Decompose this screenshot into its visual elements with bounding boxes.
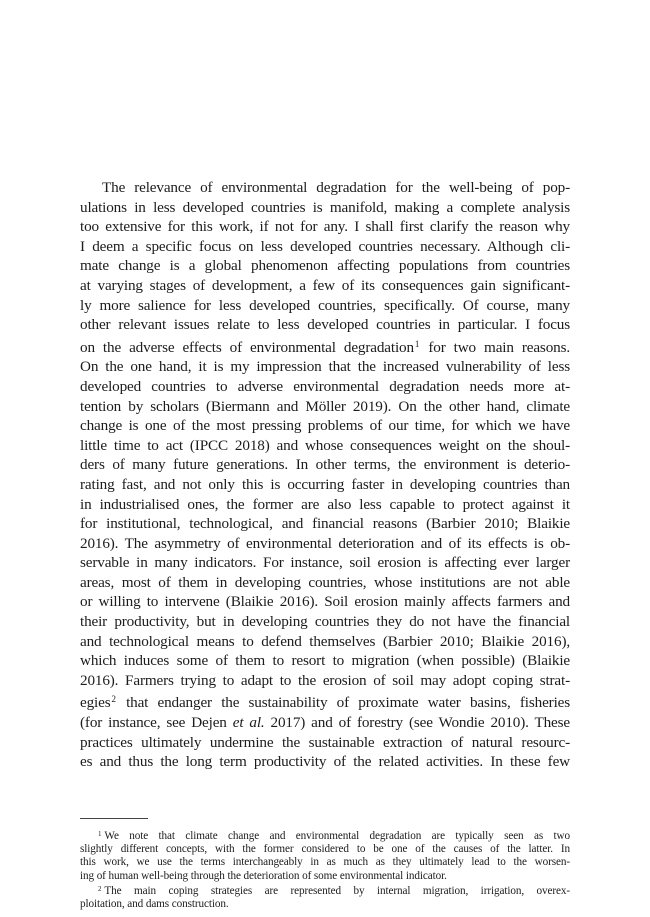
- text-segment: for two main reasons.: [428, 338, 570, 356]
- footnote-ref-1[interactable]: 1: [414, 338, 420, 349]
- text-line: ly more salience for less developed countries, specifically. Of course, many: [80, 296, 570, 314]
- text-line: little time to act (IPCC 2018) and whose consequences weight on the shoul-: [80, 436, 570, 454]
- text-line: too extensive for this work, if not for any. I shall first clarify the reason why: [80, 218, 570, 236]
- text-line: [80, 690, 570, 713]
- text-line: ulations in less developed countries is manifold, making a complete analysis: [80, 198, 570, 216]
- body-paragraph: [80, 178, 570, 772]
- text-segment: on the adverse effects of environmental degradation: [80, 338, 414, 356]
- text-line: for institutional, technological, and financial reasons (Barbier 2010; Blaikie: [80, 515, 570, 533]
- text-line: areas, most of them in developing countries, whose institutions are not able: [80, 573, 570, 591]
- italic-text: et al.: [232, 714, 265, 732]
- footnote-number-2: 2: [98, 884, 102, 893]
- footnote-2-line: ploitation, and dams construction.: [80, 898, 229, 911]
- footnote-1-line: slightly different concepts, with the former considered to be one of the causes of the latter. In: [80, 843, 570, 856]
- text-segment: that endanger the sustainability of proximate water basins, fisheries: [126, 694, 570, 712]
- text-line: mate change is a global phenomenon affecting populations from countries: [80, 257, 570, 275]
- text-line: or willing to intervene (Blaikie 2016). Soil erosion mainly affects farmers and: [80, 593, 570, 611]
- text-line: in industrialised ones, the former are also less capable to protect against it: [80, 495, 570, 513]
- text-line: The relevance of environmental degradation for the well-being of pop-: [102, 179, 570, 196]
- text-line: and technological means to defend themselves (Barbier 2010; Blaikie 2016),: [80, 632, 570, 650]
- footnote-1-line: ing of human well-being through the deterioration of some environmental indicator.: [80, 869, 447, 882]
- text-line: I deem a specific focus on less developed countries necessary. Although cli-: [80, 237, 570, 255]
- footnote-ref-2[interactable]: 2: [111, 694, 116, 705]
- text-line: ders of many future generations. In other terms, the environment is deterio-: [80, 456, 570, 474]
- text-line: developed countries to adverse environmental degradation needs more at-: [80, 377, 570, 395]
- text-segment: We note that climate change and environmental degradation are typically seen as two: [104, 830, 570, 842]
- footnote-1-line: [80, 828, 570, 843]
- footnote-2-line: [80, 883, 570, 898]
- text-line: at varying stages of development, a few of its consequences gain significant-: [80, 276, 570, 294]
- footnote-number-1: 1: [98, 830, 102, 838]
- text-line: servable in many indicators. For instance, soil erosion is affecting ever larger: [80, 554, 570, 572]
- text-line: 2016). The asymmetry of environmental deterioration and of its effects is ob-: [80, 534, 570, 552]
- text-line: which induces some of them to resort to migration (when possible) (Blaikie: [80, 652, 570, 670]
- text-segment: (for instance, see Dejen: [80, 714, 233, 732]
- text-segment: 2017) and of forestry (see Wondie 2010). These: [270, 714, 570, 732]
- text-line: On the one hand, it is my impression that the increased vulnerability of less: [80, 358, 570, 376]
- footnote-1-line: this work, we use the terms interchangeably in as much as they ultimately lead to the worsen-: [80, 856, 570, 869]
- text-line: tention by scholars (Biermann and Möller 2019). On the other hand, climate: [80, 397, 570, 415]
- text-segment: The main coping strategies are represented by internal migration, irrigation, overex-: [104, 884, 570, 897]
- footnotes: [80, 828, 570, 911]
- text-line: 2016). Farmers trying to adapt to the erosion of soil may adopt coping strat-: [80, 671, 570, 689]
- text-line: other relevant issues relate to less developed countries in particular. I focus: [80, 316, 570, 334]
- text-line: practices ultimately undermine the sustainable extraction of natural resourc-: [80, 733, 570, 751]
- text-line: es and thus the long term productivity of the related activities. In these few: [80, 753, 570, 771]
- text-line: [80, 713, 570, 733]
- text-line: change is one of the most pressing problems of our time, for which we have: [80, 417, 570, 435]
- text-line: their productivity, but in developing countries they do not have the financial: [80, 613, 570, 631]
- text-line: rating fast, and not only this is occurring faster in developing countries than: [80, 475, 570, 493]
- footnote-divider: [80, 818, 148, 819]
- text-segment: egies: [80, 694, 111, 712]
- text-line: [80, 335, 570, 358]
